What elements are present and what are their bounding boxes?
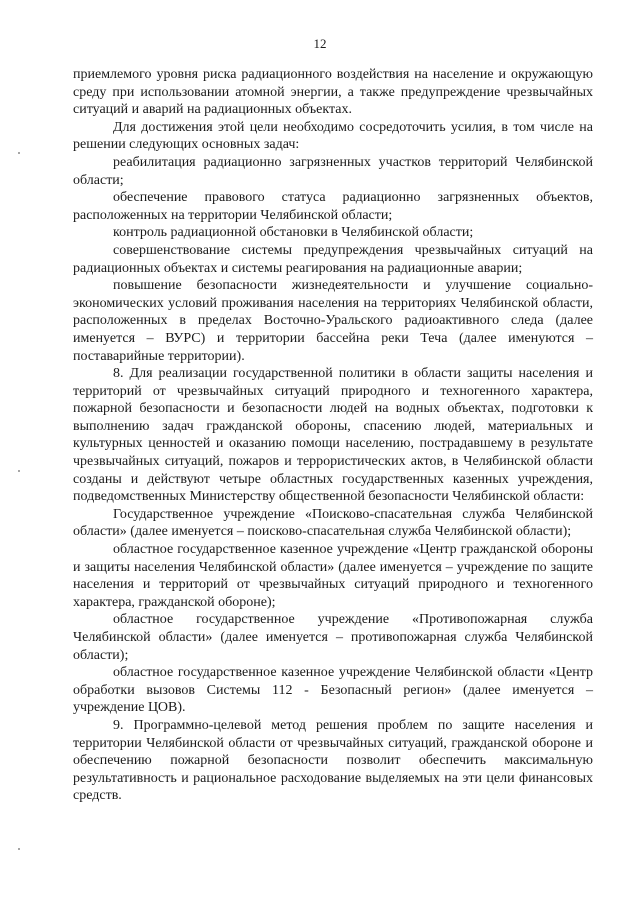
- scan-mark: [18, 848, 20, 850]
- page-number: 12: [313, 36, 327, 51]
- task-safety-improvement: повышение безопасности жизнедеятельности и улучшение социально-экономических условий проживания населения на территориях Челябинской области, расположенных в пределах Восточно-Уральского радиоактивного следа (далее именуется – ВУРС) и территории бассейна реки Теча (далее именуются – поставарийные территории).: [73, 278, 593, 364]
- institution-civil-defense: областное государственное казенное учреждение «Центр гражданской обороны и защиты населения Челябинской области» (далее именуется – учреждение по защите населения и территорий от чрезвычайных ситуаций природного и техногенного характера, гражданской обороне);: [73, 542, 593, 610]
- task-monitoring: контроль радиационной обстановки в Челябинской области;: [113, 225, 474, 241]
- paragraph-continuation: приемлемого уровня риска радиационного воздействия на население и окружающую среду при использовании атомной энергии, а также предупреждение чрезвычайных ситуаций и аварий на радиационных объектах.: [73, 67, 593, 118]
- paragraph-goal: Для достижения этой цели необходимо сосредоточить усилия, в том числе на решении следующих основных задач:: [73, 119, 593, 153]
- task-legal-status: обеспечение правового статуса радиационно загрязненных объектов, расположенных на территории Челябинской области;: [73, 190, 593, 223]
- institution-call-center: областное государственное казенное учреждение Челябинской области «Центр обработки вызовов Системы 112 - Безопасный регион» (далее именуется – учреждение ЦОВ).: [73, 665, 593, 716]
- section-8-paragraph: 8. Для реализации государственной политики в области защиты населения и территорий от чрезвычайных ситуаций природного и техногенного характера, пожарной безопасности и безопасности людей на водных объектах, подготовки к выполнению задач гражданской обороны, спасению людей, материальных и культурных ценностей и оказанию помощи населению, пострадавшему в результате чрезвычайных ситуаций, пожаров и террористических актов, в Челябинской области созданы и действуют четыре областных государственных казенных учреждения, подведомственных Министерству общественной безопасности Челябинской области:: [73, 366, 593, 505]
- section-9-paragraph: 9. Программно-целевой метод решения проблем по защите населения и территории Челябинской области от чрезвычайных ситуаций, гражданской обороне и обеспечению пожарной безопасности позволит обеспечить максимальную результативность и рациональное расходование выделяемых на эти цели финансовых средств.: [73, 717, 593, 804]
- scan-mark: [18, 152, 20, 154]
- scan-mark: [18, 470, 20, 472]
- task-prevention-system: совершенствование системы предупреждения чрезвычайных ситуаций на радиационных объектах и системы реагирования на радиационные аварии;: [73, 242, 593, 276]
- task-rehabilitation: реабилитация радиационно загрязненных участков территорий Челябинской области;: [73, 154, 593, 188]
- document-body: [73, 66, 593, 805]
- institution-rescue-service: Государственное учреждение «Поисково-спасательная служба Челябинской области» (далее именуется – поисково-спасательная служба Челябинской области);: [73, 506, 593, 540]
- institution-fire-service: областное государственное учреждение «Противопожарная служба Челябинской области» (далее именуется – противопожарная служба Челябинской области);: [73, 612, 593, 663]
